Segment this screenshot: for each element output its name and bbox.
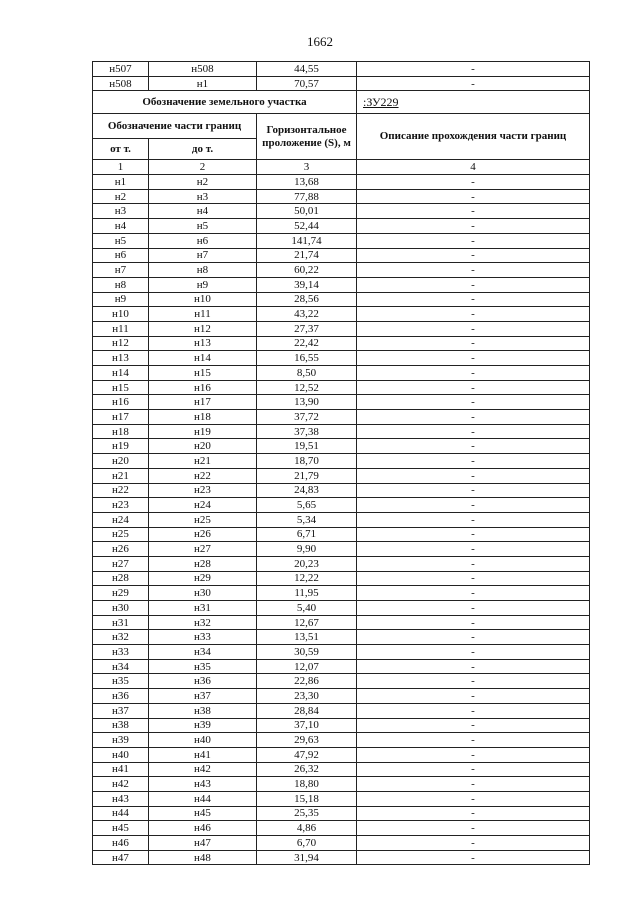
to-point-cell: н22 <box>149 468 257 483</box>
table-row <box>93 498 590 513</box>
table-row <box>93 263 590 278</box>
length-cell: 28,84 <box>257 703 357 718</box>
main-rows <box>93 175 590 865</box>
length-cell: 70,57 <box>257 76 357 91</box>
to-point-cell: н9 <box>149 277 257 292</box>
from-point-cell: н16 <box>93 395 149 410</box>
from-point-cell: н39 <box>93 733 149 748</box>
to-point-cell: н18 <box>149 410 257 425</box>
from-point-cell: н13 <box>93 351 149 366</box>
to-point-cell: н35 <box>149 659 257 674</box>
description-cell: - <box>357 380 590 395</box>
description-cell: - <box>357 204 590 219</box>
description-cell: - <box>357 189 590 204</box>
length-cell: 27,37 <box>257 321 357 336</box>
table-row <box>93 468 590 483</box>
table-row <box>93 586 590 601</box>
from-point-cell: н12 <box>93 336 149 351</box>
description-cell: - <box>357 630 590 645</box>
from-point-cell: н5 <box>93 233 149 248</box>
length-cell: 9,90 <box>257 542 357 557</box>
table-row <box>93 527 590 542</box>
from-point-cell: н17 <box>93 410 149 425</box>
column-number: 4 <box>357 160 590 175</box>
from-point-cell: н21 <box>93 468 149 483</box>
table-row <box>93 424 590 439</box>
description-cell: - <box>357 263 590 278</box>
length-cell: 47,92 <box>257 747 357 762</box>
description-cell: - <box>357 512 590 527</box>
table-row <box>93 233 590 248</box>
description-cell: - <box>357 615 590 630</box>
description-cell: - <box>357 292 590 307</box>
table-row <box>93 351 590 366</box>
to-point-cell: н46 <box>149 821 257 836</box>
description-cell: - <box>357 219 590 234</box>
table-row <box>93 219 590 234</box>
from-point-cell: н15 <box>93 380 149 395</box>
from-point-cell: н26 <box>93 542 149 557</box>
column-number: 3 <box>257 160 357 175</box>
to-point-cell: н6 <box>149 233 257 248</box>
to-point-cell: н44 <box>149 791 257 806</box>
table-row <box>93 321 590 336</box>
length-cell: 21,79 <box>257 468 357 483</box>
length-cell: 5,65 <box>257 498 357 513</box>
table-row <box>93 762 590 777</box>
table-row <box>93 806 590 821</box>
from-point-cell: н47 <box>93 850 149 865</box>
description-cell: - <box>357 718 590 733</box>
from-point-cell: н10 <box>93 307 149 322</box>
to-point-cell: н1 <box>149 76 257 91</box>
description-cell: - <box>357 76 590 91</box>
description-cell: - <box>357 601 590 616</box>
description-cell: - <box>357 498 590 513</box>
table-row <box>93 292 590 307</box>
description-cell: - <box>357 424 590 439</box>
description-cell: - <box>357 175 590 190</box>
from-point-cell: н41 <box>93 762 149 777</box>
description-cell: - <box>357 439 590 454</box>
description-cell: - <box>357 747 590 762</box>
table-row <box>93 62 590 77</box>
to-point-cell: н20 <box>149 439 257 454</box>
description-cell: - <box>357 850 590 865</box>
length-cell: 18,70 <box>257 454 357 469</box>
to-point-cell: н10 <box>149 292 257 307</box>
from-point-cell: н38 <box>93 718 149 733</box>
table-row <box>93 366 590 381</box>
description-cell: - <box>357 336 590 351</box>
description-cell: - <box>357 483 590 498</box>
to-point-cell: н41 <box>149 747 257 762</box>
description-cell: - <box>357 674 590 689</box>
from-point-cell: н6 <box>93 248 149 263</box>
to-point-cell: н7 <box>149 248 257 263</box>
description-cell: - <box>357 791 590 806</box>
from-point-cell: н20 <box>93 454 149 469</box>
table-row <box>93 204 590 219</box>
column-number: 1 <box>93 160 149 175</box>
table-row <box>93 703 590 718</box>
table-row <box>93 483 590 498</box>
from-point-cell: н14 <box>93 366 149 381</box>
length-cell: 16,55 <box>257 351 357 366</box>
to-point-cell: н15 <box>149 366 257 381</box>
length-cell: 6,70 <box>257 836 357 851</box>
length-cell: 12,22 <box>257 571 357 586</box>
length-cell: 24,83 <box>257 483 357 498</box>
to-point-cell: н4 <box>149 204 257 219</box>
description-cell: - <box>357 62 590 77</box>
header-description: Описание прохождения части границ <box>357 114 590 160</box>
length-cell: 39,14 <box>257 277 357 292</box>
length-cell: 37,10 <box>257 718 357 733</box>
to-point-cell: н29 <box>149 571 257 586</box>
description-cell: - <box>357 556 590 571</box>
length-cell: 13,90 <box>257 395 357 410</box>
parcel-label: Обозначение земельного участка <box>93 91 357 114</box>
from-point-cell: н27 <box>93 556 149 571</box>
description-cell: - <box>357 366 590 381</box>
to-point-cell: н19 <box>149 424 257 439</box>
length-cell: 44,55 <box>257 62 357 77</box>
description-cell: - <box>357 277 590 292</box>
table-row <box>93 410 590 425</box>
description-cell: - <box>357 248 590 263</box>
description-cell: - <box>357 410 590 425</box>
table-row <box>93 512 590 527</box>
length-cell: 141,74 <box>257 233 357 248</box>
length-cell: 6,71 <box>257 527 357 542</box>
description-cell: - <box>357 836 590 851</box>
from-point-cell: н508 <box>93 76 149 91</box>
from-point-cell: н29 <box>93 586 149 601</box>
length-cell: 22,42 <box>257 336 357 351</box>
to-point-cell: н11 <box>149 307 257 322</box>
header-from: от т. <box>93 139 149 160</box>
from-point-cell: н24 <box>93 512 149 527</box>
to-point-cell: н33 <box>149 630 257 645</box>
from-point-cell: н44 <box>93 806 149 821</box>
from-point-cell: н33 <box>93 645 149 660</box>
table-row <box>93 747 590 762</box>
length-cell: 13,51 <box>257 630 357 645</box>
from-point-cell: н18 <box>93 424 149 439</box>
length-cell: 37,38 <box>257 424 357 439</box>
from-point-cell: н25 <box>93 527 149 542</box>
table-row <box>93 733 590 748</box>
column-number-row <box>93 160 590 175</box>
length-cell: 12,07 <box>257 659 357 674</box>
to-point-cell: н24 <box>149 498 257 513</box>
table-row <box>93 556 590 571</box>
to-point-cell: н45 <box>149 806 257 821</box>
to-point-cell: н36 <box>149 674 257 689</box>
to-point-cell: н42 <box>149 762 257 777</box>
length-cell: 30,59 <box>257 645 357 660</box>
description-cell: - <box>357 233 590 248</box>
table-row <box>93 175 590 190</box>
description-cell: - <box>357 542 590 557</box>
from-point-cell: н4 <box>93 219 149 234</box>
to-point-cell: н26 <box>149 527 257 542</box>
length-cell: 13,68 <box>257 175 357 190</box>
description-cell: - <box>357 703 590 718</box>
length-cell: 18,80 <box>257 777 357 792</box>
to-point-cell: н13 <box>149 336 257 351</box>
to-point-cell: н21 <box>149 454 257 469</box>
description-cell: - <box>357 645 590 660</box>
from-point-cell: н3 <box>93 204 149 219</box>
to-point-cell: н40 <box>149 733 257 748</box>
from-point-cell: н42 <box>93 777 149 792</box>
description-cell: - <box>357 351 590 366</box>
to-point-cell: н8 <box>149 263 257 278</box>
table-header <box>93 91 590 175</box>
from-point-cell: н2 <box>93 189 149 204</box>
to-point-cell: н48 <box>149 850 257 865</box>
to-point-cell: н39 <box>149 718 257 733</box>
from-point-cell: н40 <box>93 747 149 762</box>
parcel-value: :ЗУ229 <box>357 91 590 114</box>
from-point-cell: н43 <box>93 791 149 806</box>
length-cell: 60,22 <box>257 263 357 278</box>
to-point-cell: н34 <box>149 645 257 660</box>
description-cell: - <box>357 689 590 704</box>
table-row <box>93 645 590 660</box>
length-cell: 12,67 <box>257 615 357 630</box>
length-cell: 52,44 <box>257 219 357 234</box>
from-point-cell: н34 <box>93 659 149 674</box>
description-cell: - <box>357 321 590 336</box>
table-row <box>93 542 590 557</box>
to-point-cell: н30 <box>149 586 257 601</box>
length-cell: 22,86 <box>257 674 357 689</box>
from-point-cell: н31 <box>93 615 149 630</box>
from-point-cell: н11 <box>93 321 149 336</box>
table-row <box>93 821 590 836</box>
length-cell: 5,34 <box>257 512 357 527</box>
header-row-1 <box>93 114 590 139</box>
to-point-cell: н508 <box>149 62 257 77</box>
table-row <box>93 571 590 586</box>
to-point-cell: н16 <box>149 380 257 395</box>
description-cell: - <box>357 395 590 410</box>
length-cell: 8,50 <box>257 366 357 381</box>
table-row <box>93 454 590 469</box>
description-cell: - <box>357 586 590 601</box>
from-point-cell: н7 <box>93 263 149 278</box>
to-point-cell: н32 <box>149 615 257 630</box>
description-cell: - <box>357 806 590 821</box>
to-point-cell: н37 <box>149 689 257 704</box>
table-row <box>93 791 590 806</box>
from-point-cell: н507 <box>93 62 149 77</box>
table-row <box>93 689 590 704</box>
to-point-cell: н14 <box>149 351 257 366</box>
description-cell: - <box>357 777 590 792</box>
length-cell: 25,35 <box>257 806 357 821</box>
table-row <box>93 189 590 204</box>
length-cell: 5,40 <box>257 601 357 616</box>
column-number: 2 <box>149 160 257 175</box>
description-cell: - <box>357 762 590 777</box>
parcel-row <box>93 91 590 114</box>
table-row <box>93 674 590 689</box>
to-point-cell: н43 <box>149 777 257 792</box>
table-row <box>93 380 590 395</box>
table-row <box>93 248 590 263</box>
top-rows <box>93 62 590 91</box>
length-cell: 77,88 <box>257 189 357 204</box>
from-point-cell: н23 <box>93 498 149 513</box>
length-cell: 28,56 <box>257 292 357 307</box>
description-cell: - <box>357 527 590 542</box>
table-row <box>93 615 590 630</box>
from-point-cell: н1 <box>93 175 149 190</box>
table-row <box>93 601 590 616</box>
to-point-cell: н47 <box>149 836 257 851</box>
from-point-cell: н36 <box>93 689 149 704</box>
from-point-cell: н19 <box>93 439 149 454</box>
from-point-cell: н8 <box>93 277 149 292</box>
to-point-cell: н23 <box>149 483 257 498</box>
to-point-cell: н31 <box>149 601 257 616</box>
table-row <box>93 76 590 91</box>
length-cell: 31,94 <box>257 850 357 865</box>
to-point-cell: н25 <box>149 512 257 527</box>
page-number: 1662 <box>307 34 333 49</box>
length-cell: 29,63 <box>257 733 357 748</box>
to-point-cell: н28 <box>149 556 257 571</box>
table-row <box>93 277 590 292</box>
table-row <box>93 336 590 351</box>
length-cell: 37,72 <box>257 410 357 425</box>
to-point-cell: н38 <box>149 703 257 718</box>
length-cell: 4,86 <box>257 821 357 836</box>
length-cell: 11,95 <box>257 586 357 601</box>
description-cell: - <box>357 307 590 322</box>
to-point-cell: н27 <box>149 542 257 557</box>
description-cell: - <box>357 571 590 586</box>
from-point-cell: н46 <box>93 836 149 851</box>
length-cell: 20,23 <box>257 556 357 571</box>
boundary-table <box>92 61 590 865</box>
length-cell: 43,22 <box>257 307 357 322</box>
from-point-cell: н32 <box>93 630 149 645</box>
table-row <box>93 439 590 454</box>
description-cell: - <box>357 659 590 674</box>
table-row <box>93 777 590 792</box>
from-point-cell: н28 <box>93 571 149 586</box>
table-row <box>93 659 590 674</box>
header-to: до т. <box>149 139 257 160</box>
to-point-cell: н3 <box>149 189 257 204</box>
to-point-cell: н2 <box>149 175 257 190</box>
from-point-cell: н22 <box>93 483 149 498</box>
length-cell: 15,18 <box>257 791 357 806</box>
length-cell: 21,74 <box>257 248 357 263</box>
description-cell: - <box>357 454 590 469</box>
description-cell: - <box>357 821 590 836</box>
length-cell: 12,52 <box>257 380 357 395</box>
length-cell: 26,32 <box>257 762 357 777</box>
from-point-cell: н35 <box>93 674 149 689</box>
description-cell: - <box>357 733 590 748</box>
length-cell: 19,51 <box>257 439 357 454</box>
to-point-cell: н12 <box>149 321 257 336</box>
from-point-cell: н9 <box>93 292 149 307</box>
table-row <box>93 850 590 865</box>
header-boundary-part: Обозначение части границ <box>93 114 257 139</box>
to-point-cell: н5 <box>149 219 257 234</box>
table-row <box>93 307 590 322</box>
table-row <box>93 836 590 851</box>
table-row <box>93 395 590 410</box>
length-cell: 50,01 <box>257 204 357 219</box>
description-cell: - <box>357 468 590 483</box>
from-point-cell: н45 <box>93 821 149 836</box>
header-horizontal: Горизонтальное проложение (S), м <box>257 114 357 160</box>
to-point-cell: н17 <box>149 395 257 410</box>
from-point-cell: н37 <box>93 703 149 718</box>
table-row <box>93 718 590 733</box>
length-cell: 23,30 <box>257 689 357 704</box>
table-row <box>93 630 590 645</box>
from-point-cell: н30 <box>93 601 149 616</box>
